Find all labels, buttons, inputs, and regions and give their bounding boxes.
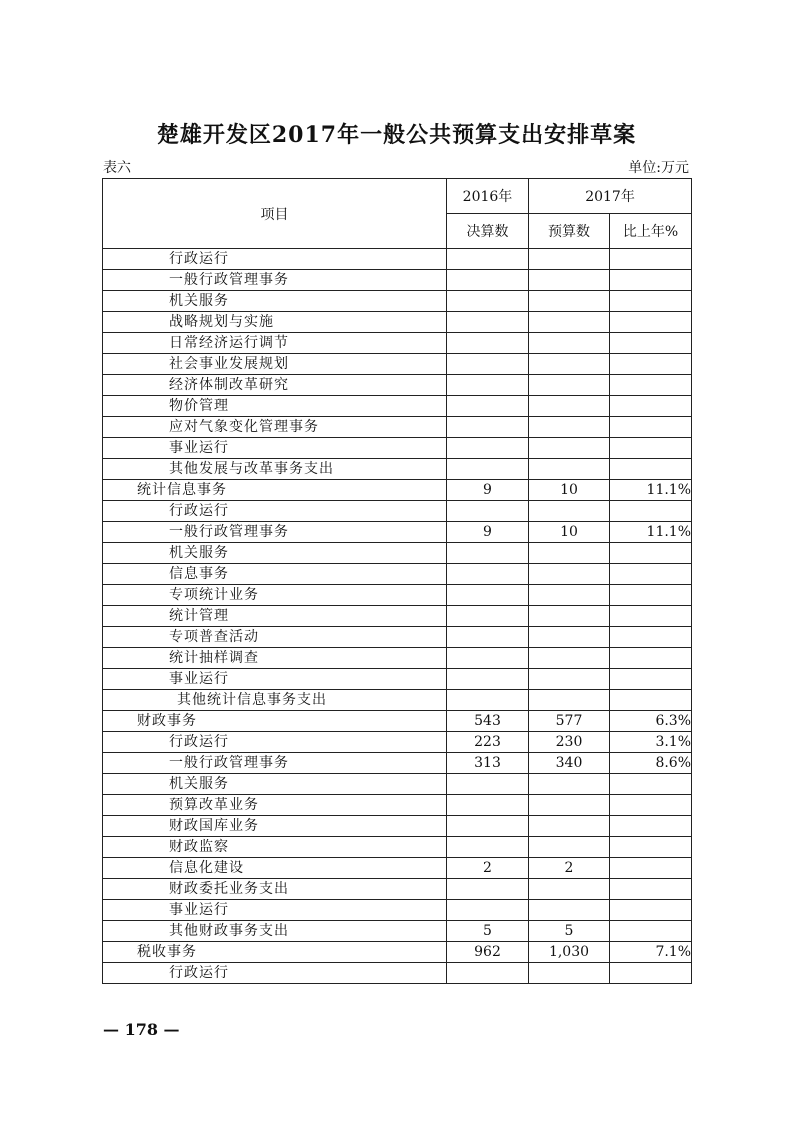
table-row (103, 543, 692, 564)
row-change-cell (610, 858, 692, 879)
row-change-cell (610, 249, 692, 270)
row-final-cell (447, 795, 529, 816)
table-row (103, 900, 692, 921)
header-budget: 预算数 (529, 214, 610, 249)
row-budget-cell (529, 900, 610, 921)
row-budget-cell (529, 627, 610, 648)
table-row (103, 942, 692, 963)
header-final: 决算数 (447, 214, 529, 249)
row-change-cell (610, 585, 692, 606)
table-row (103, 270, 692, 291)
row-final-cell (447, 837, 529, 858)
row-change-cell: 6.3% (610, 711, 692, 732)
header-item: 项目 (103, 179, 447, 249)
row-budget-cell (529, 564, 610, 585)
row-final-cell (447, 501, 529, 522)
row-item-cell: 机关服务 (103, 291, 447, 312)
row-budget-cell (529, 837, 610, 858)
row-budget-cell (529, 438, 610, 459)
table-row (103, 396, 692, 417)
row-final-cell (447, 270, 529, 291)
row-change-cell (610, 354, 692, 375)
row-change-cell (610, 438, 692, 459)
row-final-cell: 9 (447, 522, 529, 543)
row-change-cell (610, 501, 692, 522)
row-final-cell (447, 879, 529, 900)
row-budget-cell: 1,030 (529, 942, 610, 963)
row-budget-cell (529, 585, 610, 606)
row-change-cell (610, 543, 692, 564)
row-item-cell: 其他发展与改革事务支出 (103, 459, 447, 480)
row-item-cell: 税收事务 (103, 942, 447, 963)
row-item-cell: 行政运行 (103, 249, 447, 270)
row-budget-cell (529, 795, 610, 816)
table-row (103, 690, 692, 711)
row-item-cell: 一般行政管理事务 (103, 522, 447, 543)
row-budget-cell (529, 312, 610, 333)
row-change-cell: 11.1% (610, 480, 692, 501)
row-budget-cell: 340 (529, 753, 610, 774)
row-budget-cell: 230 (529, 732, 610, 753)
row-budget-cell (529, 669, 610, 690)
row-final-cell (447, 291, 529, 312)
row-item-cell: 其他统计信息事务支出 (103, 690, 447, 711)
row-budget-cell (529, 816, 610, 837)
row-final-cell: 9 (447, 480, 529, 501)
row-item-cell: 机关服务 (103, 543, 447, 564)
row-change-cell (610, 606, 692, 627)
header-2017: 2017年 (529, 179, 692, 214)
table-row (103, 753, 692, 774)
row-budget-cell (529, 417, 610, 438)
row-final-cell (447, 900, 529, 921)
row-final-cell (447, 249, 529, 270)
row-final-cell (447, 606, 529, 627)
row-change-cell (610, 375, 692, 396)
row-budget-cell (529, 375, 610, 396)
unit-label: 单位:万元 (628, 160, 689, 176)
row-item-cell: 社会事业发展规划 (103, 354, 447, 375)
row-budget-cell (529, 543, 610, 564)
row-item-cell: 行政运行 (103, 963, 447, 984)
row-item-cell: 统计管理 (103, 606, 447, 627)
row-change-cell: 7.1% (610, 942, 692, 963)
table-row (103, 501, 692, 522)
row-change-cell (610, 879, 692, 900)
row-final-cell (447, 816, 529, 837)
row-change-cell (610, 564, 692, 585)
row-final-cell (447, 417, 529, 438)
row-item-cell: 行政运行 (103, 732, 447, 753)
row-final-cell: 223 (447, 732, 529, 753)
table-header (103, 179, 692, 249)
row-item-cell: 事业运行 (103, 438, 447, 459)
row-final-cell (447, 438, 529, 459)
row-final-cell (447, 312, 529, 333)
row-budget-cell: 577 (529, 711, 610, 732)
row-final-cell (447, 459, 529, 480)
row-final-cell: 2 (447, 858, 529, 879)
row-final-cell (447, 375, 529, 396)
table-row (103, 606, 692, 627)
row-change-cell (610, 669, 692, 690)
row-item-cell: 日常经济运行调节 (103, 333, 447, 354)
row-budget-cell (529, 291, 610, 312)
row-change-cell (610, 921, 692, 942)
row-item-cell: 经济体制改革研究 (103, 375, 447, 396)
header-2016: 2016年 (447, 179, 529, 214)
table-row (103, 879, 692, 900)
row-item-cell: 物价管理 (103, 396, 447, 417)
row-change-cell: 11.1% (610, 522, 692, 543)
row-final-cell: 543 (447, 711, 529, 732)
row-change-cell: 8.6% (610, 753, 692, 774)
table-row (103, 963, 692, 984)
row-budget-cell (529, 501, 610, 522)
table-row (103, 711, 692, 732)
page-number: — 178 — (103, 1020, 180, 1039)
row-budget-cell (529, 648, 610, 669)
row-change-cell (610, 795, 692, 816)
row-final-cell (447, 396, 529, 417)
row-budget-cell (529, 879, 610, 900)
table-row (103, 816, 692, 837)
row-final-cell: 962 (447, 942, 529, 963)
row-budget-cell (529, 606, 610, 627)
row-final-cell (447, 963, 529, 984)
row-final-cell (447, 333, 529, 354)
row-change-cell (610, 627, 692, 648)
row-item-cell: 其他财政事务支出 (103, 921, 447, 942)
row-final-cell (447, 627, 529, 648)
row-budget-cell (529, 774, 610, 795)
row-change-cell (610, 396, 692, 417)
row-change-cell: 3.1% (610, 732, 692, 753)
table-row (103, 333, 692, 354)
table-row (103, 522, 692, 543)
row-item-cell: 事业运行 (103, 669, 447, 690)
row-budget-cell (529, 270, 610, 291)
row-item-cell: 财政监察 (103, 837, 447, 858)
row-final-cell (447, 585, 529, 606)
row-budget-cell: 10 (529, 480, 610, 501)
row-budget-cell: 2 (529, 858, 610, 879)
table-row (103, 732, 692, 753)
header-change: 比上年% (610, 214, 692, 249)
row-budget-cell: 5 (529, 921, 610, 942)
table-row (103, 795, 692, 816)
table-row (103, 837, 692, 858)
row-final-cell (447, 564, 529, 585)
row-change-cell (610, 270, 692, 291)
row-item-cell: 战略规划与实施 (103, 312, 447, 333)
table-row (103, 627, 692, 648)
row-item-cell: 行政运行 (103, 501, 447, 522)
row-final-cell (447, 774, 529, 795)
row-item-cell: 信息化建设 (103, 858, 447, 879)
row-item-cell: 财政事务 (103, 711, 447, 732)
row-budget-cell (529, 459, 610, 480)
table-row (103, 480, 692, 501)
row-item-cell: 应对气象变化管理事务 (103, 417, 447, 438)
row-final-cell (447, 669, 529, 690)
row-change-cell (610, 333, 692, 354)
table-row (103, 375, 692, 396)
row-budget-cell (529, 354, 610, 375)
row-budget-cell (529, 333, 610, 354)
table-row (103, 858, 692, 879)
row-change-cell (610, 900, 692, 921)
row-change-cell (610, 291, 692, 312)
row-item-cell: 统计抽样调查 (103, 648, 447, 669)
row-item-cell: 一般行政管理事务 (103, 753, 447, 774)
table-row (103, 669, 692, 690)
table-row (103, 249, 692, 270)
row-final-cell (447, 648, 529, 669)
table-row (103, 459, 692, 480)
row-item-cell: 财政国库业务 (103, 816, 447, 837)
row-final-cell: 313 (447, 753, 529, 774)
table-row (103, 312, 692, 333)
table-row (103, 921, 692, 942)
row-change-cell (610, 963, 692, 984)
row-change-cell (610, 774, 692, 795)
table-row (103, 417, 692, 438)
row-change-cell (610, 459, 692, 480)
row-item-cell: 财政委托业务支出 (103, 879, 447, 900)
row-item-cell: 预算改革业务 (103, 795, 447, 816)
table-row (103, 354, 692, 375)
row-change-cell (610, 837, 692, 858)
table-row (103, 585, 692, 606)
row-item-cell: 统计信息事务 (103, 480, 447, 501)
row-item-cell: 一般行政管理事务 (103, 270, 447, 291)
row-item-cell: 专项普查活动 (103, 627, 447, 648)
row-change-cell (610, 648, 692, 669)
row-budget-cell (529, 690, 610, 711)
row-change-cell (610, 417, 692, 438)
row-change-cell (610, 690, 692, 711)
table-number: 表六 (103, 160, 131, 176)
table-body (103, 249, 692, 984)
row-budget-cell (529, 396, 610, 417)
table-row (103, 774, 692, 795)
row-final-cell (447, 354, 529, 375)
row-item-cell: 事业运行 (103, 900, 447, 921)
table-row (103, 291, 692, 312)
row-change-cell (610, 816, 692, 837)
row-item-cell: 机关服务 (103, 774, 447, 795)
row-final-cell (447, 543, 529, 564)
row-budget-cell (529, 963, 610, 984)
table-row (103, 564, 692, 585)
row-item-cell: 专项统计业务 (103, 585, 447, 606)
budget-table (102, 178, 692, 984)
row-final-cell (447, 690, 529, 711)
row-item-cell: 信息事务 (103, 564, 447, 585)
page-title: 楚雄开发区2017年一般公共预算支出安排草案 (156, 122, 637, 148)
row-budget-cell: 10 (529, 522, 610, 543)
row-change-cell (610, 312, 692, 333)
table-row (103, 648, 692, 669)
table-row (103, 438, 692, 459)
row-budget-cell (529, 249, 610, 270)
row-final-cell: 5 (447, 921, 529, 942)
